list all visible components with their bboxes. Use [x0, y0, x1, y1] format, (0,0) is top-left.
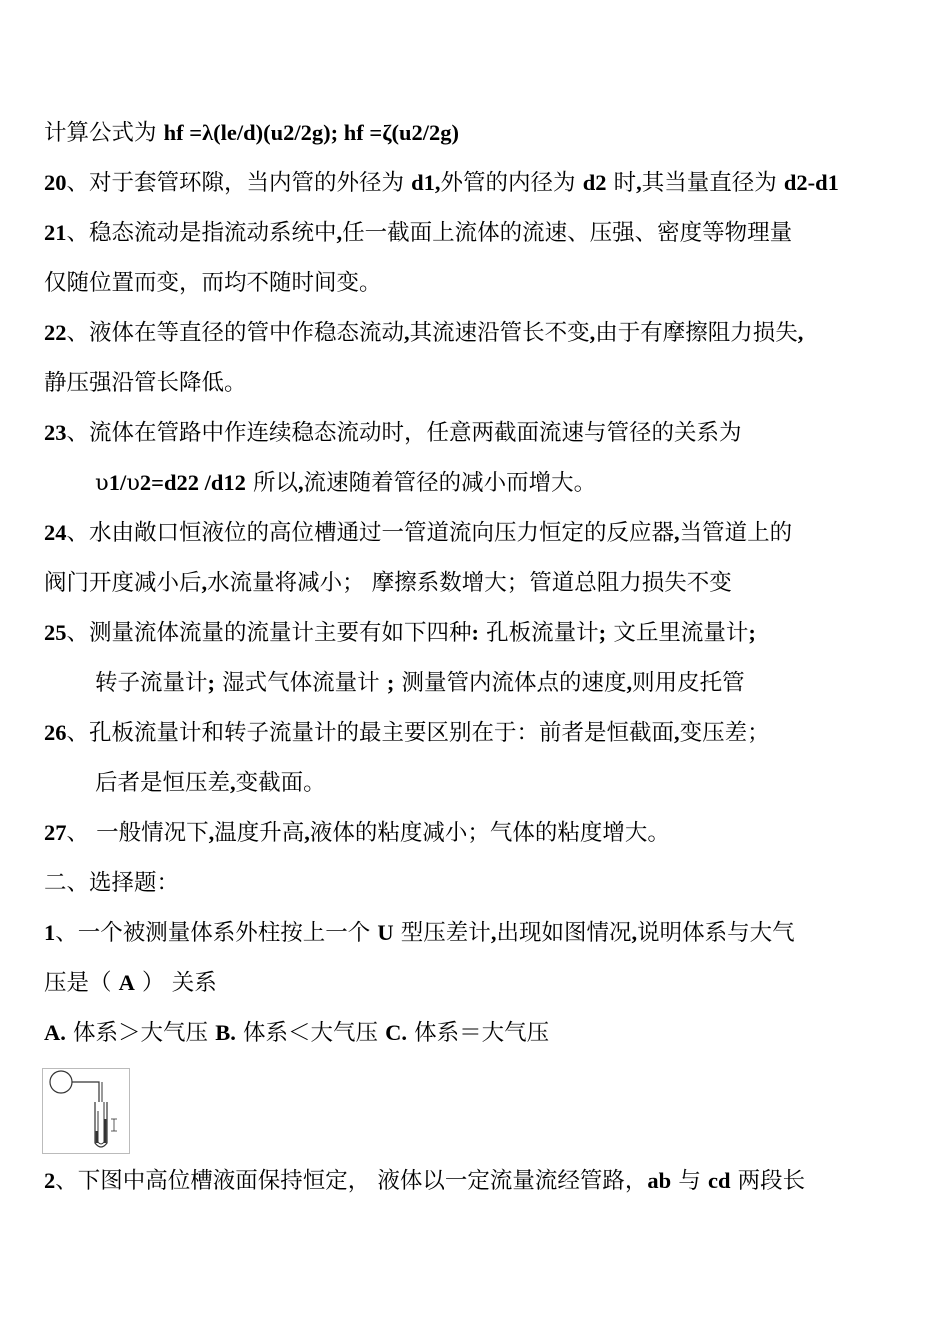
text: 流速随着管径的减小而增大。 — [303, 470, 597, 496]
punct: ; — [748, 620, 756, 645]
text: 外管的内径为 — [440, 170, 583, 196]
punct: ; — [207, 670, 216, 695]
text: 变压差； — [679, 720, 770, 746]
punct: , — [230, 770, 236, 795]
item-21-cont — [44, 268, 930, 298]
punct: , — [631, 920, 638, 945]
text: 、测量流体流量的流量计主要有如下四种 — [66, 620, 472, 646]
term: 1/ — [108, 470, 127, 495]
symbol: υ — [95, 470, 109, 496]
text: 所以 — [245, 470, 299, 496]
item-number: 24 — [44, 520, 67, 545]
punct: , — [626, 670, 633, 695]
punct: , — [674, 520, 680, 545]
punct: , — [636, 170, 642, 195]
text: 阀门开度减小后 — [44, 570, 202, 596]
punct: , — [674, 720, 680, 745]
text: 当管道上的 — [679, 520, 793, 546]
item-24 — [44, 518, 930, 548]
text: 由于有摩擦阻力损失 — [595, 320, 798, 346]
item-number: 1 — [44, 920, 56, 945]
section-heading — [44, 868, 930, 898]
text: 其流速沿管长不变 — [409, 320, 590, 346]
text: 、液体在等直径的管中作稳态流动 — [66, 320, 405, 346]
option-label: A. — [44, 1020, 66, 1045]
item-number: 26 — [44, 720, 67, 745]
text: 液体的粘度减小；气体的粘度增大。 — [309, 820, 670, 846]
option-label: C. — [385, 1020, 408, 1045]
text: 仅随位置而变，而均不随时间变。 — [44, 270, 382, 296]
term: U — [377, 920, 394, 945]
item-26 — [44, 718, 930, 748]
item-26-cont — [95, 768, 930, 798]
text: 、 一般情况下 — [66, 820, 209, 846]
symbol: υ — [126, 470, 140, 496]
item-number: 27 — [44, 820, 67, 845]
term: d2-d1 — [783, 170, 839, 195]
text: 两段长 — [730, 1168, 806, 1194]
item-22 — [44, 318, 930, 348]
u-tube-manometer-figure — [42, 1068, 130, 1154]
question-2 — [44, 1166, 930, 1196]
text: 任一截面上流体的流速、压强、密度等物理量 — [342, 220, 793, 246]
punct: , — [404, 320, 410, 345]
punct: , — [490, 920, 497, 945]
text: 压是（ — [44, 970, 119, 996]
term: ab — [647, 1168, 672, 1193]
punct: , — [201, 570, 208, 595]
text: 、一个被测量体系外柱按上一个 — [55, 920, 378, 946]
punct: , — [298, 470, 304, 495]
term: 2=d22 /d12 — [139, 470, 246, 495]
item-27 — [44, 818, 930, 848]
text: 时 — [606, 170, 637, 196]
item-number: 25 — [44, 620, 67, 645]
text: 计算公式为 — [44, 120, 164, 146]
text: 二、选择题： — [44, 870, 180, 896]
item-22-cont — [44, 368, 930, 398]
item-23 — [44, 418, 930, 448]
text: 、水由敞口恒液位的高位槽通过一管道流向压力恒定的反应器 — [66, 520, 675, 546]
formula-line — [44, 118, 930, 148]
text: 、下图中高位槽液面保持恒定， 液体以一定流量流经管路， — [55, 1168, 648, 1194]
item-25-cont — [95, 668, 930, 698]
text: 其当量直径为 — [641, 170, 784, 196]
text: 则用皮托管 — [632, 670, 745, 696]
punct: ; — [598, 620, 607, 645]
item-23-formula — [95, 468, 930, 498]
text: 孔板流量计 — [479, 620, 599, 646]
text: 、孔板流量计和转子流量计的最主要区别在于：前者是恒截面 — [66, 720, 675, 746]
answer: A — [118, 970, 135, 995]
option-label: B. — [215, 1020, 236, 1045]
question-1-options — [44, 1018, 930, 1048]
formula: hf =λ(le/d)(u2/2g); hf =ζ(u2/2g) — [163, 120, 460, 145]
punct: , — [304, 820, 310, 845]
text: 型压差计 — [393, 920, 491, 946]
item-number: 21 — [44, 220, 67, 245]
option-text: 体系＜大气压 — [235, 1020, 386, 1046]
u-tube-diagram — [43, 1069, 129, 1153]
text: 文丘里流量计 — [606, 620, 749, 646]
item-25 — [44, 618, 930, 648]
text: 、流体在管路中作连续稳态流动时，任意两截面流速与管径的关系为 — [66, 420, 742, 446]
punct: ; — [386, 670, 395, 695]
text: 、对于套管环隙，当内管的外径为 — [66, 170, 412, 196]
term: cd — [707, 1168, 731, 1193]
punct: : — [471, 620, 480, 645]
text: 、稳态流动是指流动系统中 — [66, 220, 337, 246]
text: 出现如图情况 — [496, 920, 632, 946]
punct: , — [336, 220, 343, 245]
item-21 — [44, 218, 930, 248]
question-1-answer — [44, 968, 930, 998]
text: 温度升高 — [214, 820, 305, 846]
punct: , — [208, 820, 215, 845]
text: 转子流量计 — [95, 670, 208, 696]
option-text: 体系＝大气压 — [407, 1020, 550, 1046]
text: 水流量将减小； 摩擦系数增大；管道总阻力损失不变 — [207, 570, 732, 596]
text: 湿式气体流量计 — [215, 670, 387, 696]
option-text: 体系＞大气压 — [65, 1020, 216, 1046]
text: 测量管内流体点的速度 — [394, 670, 627, 696]
item-24-cont — [44, 568, 930, 598]
item-number: 23 — [44, 420, 67, 445]
punct: , — [589, 320, 596, 345]
question-1 — [44, 918, 930, 948]
term: d2 — [582, 170, 607, 195]
term: d1, — [411, 170, 441, 195]
text: 静压强沿管长降低。 — [44, 370, 247, 396]
text: ） 关系 — [134, 970, 217, 996]
item-number: 2 — [44, 1168, 56, 1193]
item-number: 22 — [44, 320, 67, 345]
text: 后者是恒压差 — [95, 770, 231, 796]
text: 与 — [671, 1168, 708, 1194]
punct: , — [797, 320, 804, 345]
text: 变截面。 — [235, 770, 326, 796]
item-number: 20 — [44, 170, 67, 195]
text: 说明体系与大气 — [637, 920, 795, 946]
item-20 — [44, 168, 930, 198]
